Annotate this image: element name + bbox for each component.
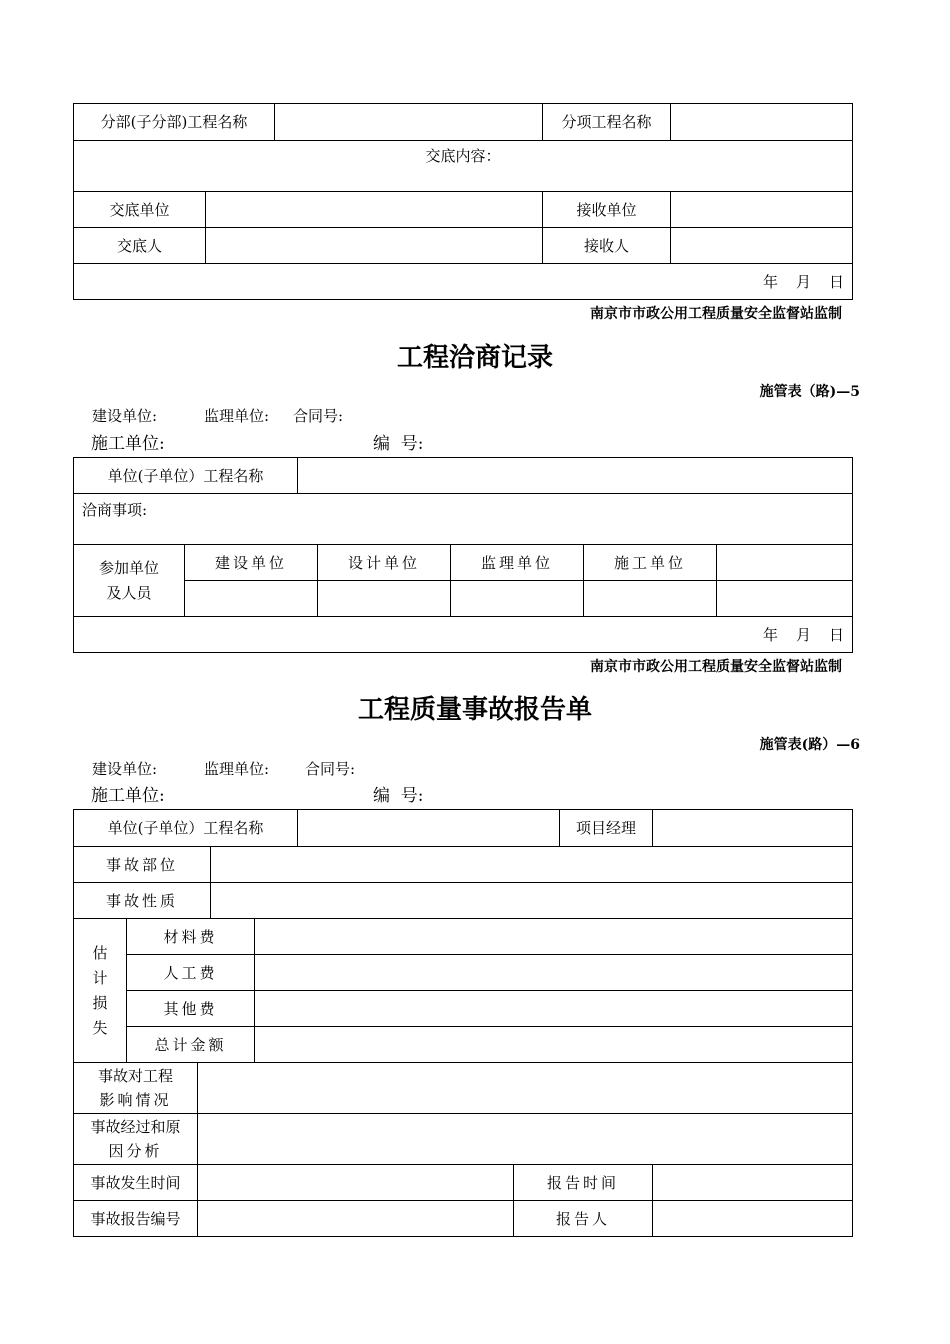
cause-analysis-label: 事故经过和原 因分析 — [74, 1114, 198, 1165]
builder-unit-person-field[interactable] — [584, 581, 717, 617]
date-month: 月 — [796, 625, 812, 644]
receiver-field[interactable] — [671, 228, 853, 264]
footer-supervisor-1: 南京市市政公用工程质量安全监督站监制 — [590, 306, 842, 322]
impact-label: 事故对工程 影响情况 — [74, 1063, 198, 1114]
form2-builder-unit: 施工单位: — [91, 434, 165, 454]
form3-serial-no: 编 号: — [373, 786, 424, 806]
receiver-unit-label: 接收单位 — [543, 192, 671, 228]
report-time-label: 报告时间 — [514, 1165, 653, 1201]
negotiation-matters-label: 洽商事项: — [82, 501, 148, 519]
form3-builder-unit: 施工单位: — [91, 786, 165, 806]
form3-supervision-unit: 监理单位: — [204, 760, 270, 778]
handover-form-table — [73, 103, 853, 300]
item-name-label: 分项工程名称 — [543, 104, 671, 141]
extra-person-field[interactable] — [717, 581, 853, 617]
col-design-unit: 设计单位 — [318, 545, 451, 581]
project-manager-label: 项目经理 — [560, 810, 653, 847]
subpart-name-field[interactable] — [275, 104, 543, 141]
accident-time-field[interactable] — [198, 1165, 514, 1201]
other-cost-label: 其他费 — [127, 991, 255, 1027]
receiver-unit-field[interactable] — [671, 192, 853, 228]
form2-number: 施管表（路)—5 — [759, 384, 860, 400]
form2-supervision-unit: 监理单位: — [204, 407, 270, 425]
reporter-field[interactable] — [653, 1201, 853, 1237]
cause-analysis-field[interactable] — [198, 1114, 853, 1165]
total-amount-label: 总计金额 — [127, 1027, 255, 1063]
date-year: 年 — [762, 625, 778, 644]
report-time-field[interactable] — [653, 1165, 853, 1201]
item-name-field[interactable] — [671, 104, 853, 141]
unit-project-label: 单位(子单位）工程名称 — [74, 810, 298, 847]
estimated-loss-label: 估 计 损 失 — [74, 919, 127, 1063]
total-amount-field[interactable] — [255, 1027, 853, 1063]
project-manager-field[interactable] — [653, 810, 853, 847]
footer-supervisor-2: 南京市市政公用工程质量安全监督站监制 — [590, 659, 842, 675]
form2-construction-unit: 建设单位: — [92, 407, 158, 425]
date-year: 年 — [762, 272, 778, 291]
construction-unit-person-field[interactable] — [185, 581, 318, 617]
form3-contract-no: 合同号: — [305, 760, 356, 778]
form3-number: 施管表(路）—6 — [759, 737, 860, 753]
unit-project-label: 单位(子单位）工程名称 — [74, 458, 298, 494]
form3-construction-unit: 建设单位: — [92, 760, 158, 778]
date-row[interactable] — [74, 617, 853, 653]
other-cost-field[interactable] — [255, 991, 853, 1027]
labor-cost-field[interactable] — [255, 955, 853, 991]
col-builder-unit: 施工单位 — [584, 545, 717, 581]
labor-cost-label: 人工费 — [127, 955, 255, 991]
impact-field[interactable] — [198, 1063, 853, 1114]
report-number-field[interactable] — [198, 1201, 514, 1237]
date-day: 日 — [829, 272, 845, 291]
col-supervision-unit: 监理单位 — [451, 545, 584, 581]
col-extra — [717, 545, 853, 581]
subpart-name-label: 分部(子分部)工程名称 — [74, 104, 275, 141]
negotiation-matters-field[interactable] — [74, 494, 853, 545]
participants-label: 参加单位 及人员 — [74, 545, 185, 617]
design-unit-person-field[interactable] — [318, 581, 451, 617]
issuer-unit-label: 交底单位 — [74, 192, 206, 228]
accident-time-label: 事故发生时间 — [74, 1165, 198, 1201]
receiver-label: 接收人 — [543, 228, 671, 264]
reporter-label: 报告人 — [514, 1201, 653, 1237]
accident-report-table — [73, 809, 853, 1237]
issuer-unit-field[interactable] — [206, 192, 543, 228]
form3-title: 工程质量事故报告单 — [357, 695, 592, 725]
accident-location-field[interactable] — [211, 847, 853, 883]
form2-serial-no: 编 号: — [373, 434, 424, 454]
material-cost-field[interactable] — [255, 919, 853, 955]
date-day: 日 — [829, 625, 845, 644]
unit-project-field[interactable] — [298, 810, 560, 847]
accident-location-label: 事故部位 — [74, 847, 211, 883]
issuer-field[interactable] — [206, 228, 543, 264]
report-number-label: 事故报告编号 — [74, 1201, 198, 1237]
negotiation-form-table — [73, 457, 853, 653]
supervision-unit-person-field[interactable] — [451, 581, 584, 617]
unit-project-field[interactable] — [298, 458, 853, 494]
date-row[interactable] — [74, 264, 853, 300]
accident-nature-field[interactable] — [211, 883, 853, 919]
col-construction-unit: 建设单位 — [185, 545, 318, 581]
date-month: 月 — [795, 272, 811, 291]
form2-contract-no: 合同号: — [293, 407, 344, 425]
handover-content-field[interactable] — [74, 141, 853, 192]
accident-nature-label: 事故性质 — [74, 883, 211, 919]
handover-content-label: 交底内容： — [425, 147, 501, 165]
material-cost-label: 材料费 — [127, 919, 255, 955]
issuer-label: 交底人 — [74, 228, 206, 264]
form2-title: 工程洽商记录 — [396, 343, 553, 373]
